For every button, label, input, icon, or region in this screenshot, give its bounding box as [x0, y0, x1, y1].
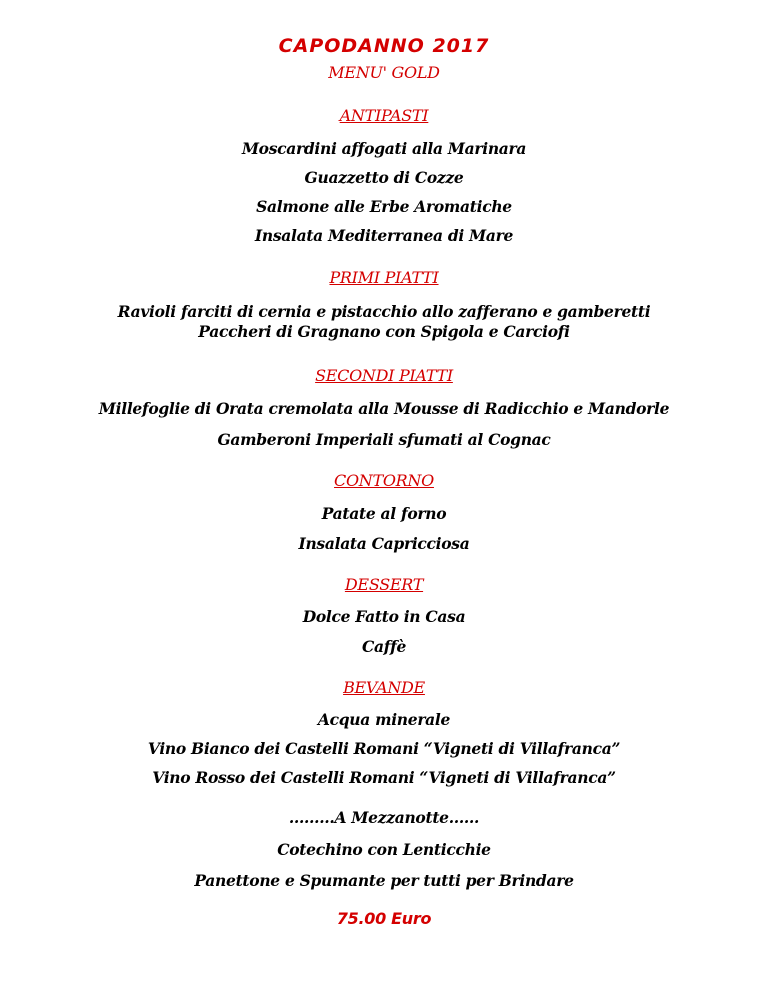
menu-item: Insalata Mediterranea di Mare: [254, 226, 514, 245]
section-heading-secondi: SECONDI PIATTI: [315, 366, 453, 385]
menu-item: Acqua minerale: [317, 710, 451, 729]
menu-item: Vino Rosso dei Castelli Romani “Vigneti di Villafranca”: [152, 768, 616, 787]
menu-item: Vino Bianco dei Castelli Romani “Vigneti di Villafranca”: [147, 739, 621, 758]
menu-title: CAPODANNO 2017: [278, 35, 490, 57]
menu-item: Dolce Fatto in Casa: [302, 607, 466, 626]
section-heading-dessert: DESSERT: [344, 575, 424, 594]
menu-item: Moscardini affogati alla Marinara: [241, 139, 527, 158]
menu-price: 75.00 Euro: [336, 909, 432, 928]
menu-item: Millefoglie di Orata cremolata alla Mousse di Radicchio e Mandorle: [98, 399, 670, 418]
section-heading-antipasti: ANTIPASTI: [339, 106, 429, 125]
menu-item: Cotechino con Lenticchie: [277, 840, 491, 859]
menu-item: Insalata Capricciosa: [298, 534, 470, 553]
menu-item: Patate al forno: [321, 504, 447, 523]
menu-item: Salmone alle Erbe Aromatiche: [256, 197, 512, 216]
menu-item: Paccheri di Gragnano con Spigola e Carciofi: [198, 322, 570, 341]
menu-item: Guazzetto di Cozze: [304, 168, 464, 187]
section-heading-contorno: CONTORNO: [334, 471, 434, 490]
section-heading-primi: PRIMI PIATTI: [329, 268, 439, 287]
menu-item: Gamberoni Imperiali sfumati al Cognac: [217, 430, 551, 449]
menu-item: Panettone e Spumante per tutti per Brindare: [194, 871, 574, 890]
menu-item: Caffè: [361, 637, 407, 656]
midnight-heading: ………A Mezzanotte……: [288, 808, 480, 827]
menu-item: Ravioli farciti di cernia e pistacchio allo zafferano e gamberetti: [117, 302, 651, 321]
menu-subtitle: MENU' GOLD: [328, 63, 440, 82]
section-heading-bevande: BEVANDE: [343, 678, 425, 697]
